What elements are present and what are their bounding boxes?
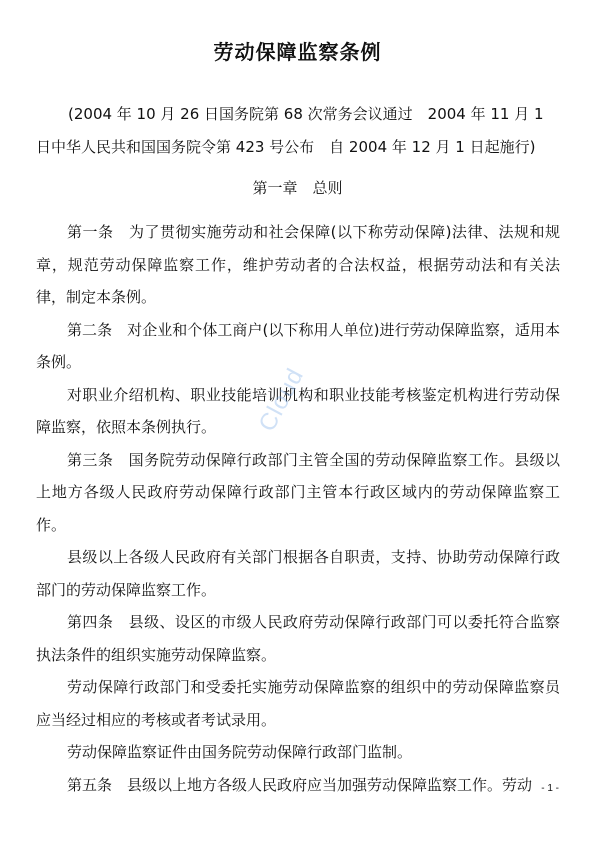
article-5: 第五条 县级以上地方各级人民政府应当加强劳动保障监察工作。劳动 (67, 775, 533, 794)
promulgation-note: (2004 年 10 月 26 日国务院第 68 次常务会议通过 2004 年 11 月 1 日中华人民共和国国务院令第 423 号公布 自 2004 年 12 月 1 日起施行) (36, 105, 544, 156)
chapter-heading: 第一章 总则 (252, 179, 343, 197)
article-3: 第三条 国务院劳动保障行政部门主管全国的劳动保障监察工作。县级以上地方各级人民政府劳动保障行政部门主管本行政区域内的劳动保障监察工作。 (36, 450, 560, 534)
article-2-paragraph-2: 对职业介绍机构、职业技能培训机构和职业技能考核鉴定机构进行劳动保障监察，依照本条例执行。 (36, 385, 560, 436)
article-1: 第一条 为了贯彻实施劳动和社会保障(以下称劳动保障)法律、法规和规章，规范劳动保障监察工作，维护劳动者的合法权益，根据劳动法和有关法律，制定本条例。 (36, 223, 560, 306)
page-number: - 1 - (541, 783, 559, 794)
document-title: 劳动保障监察条例 (213, 40, 382, 64)
cloud-watermark: Cloud (253, 363, 310, 436)
article-4-paragraph-3: 劳动保障监察证件由国务院劳动保障行政部门监制。 (67, 743, 413, 761)
article-4-paragraph-2: 劳动保障行政部门和受委托实施劳动保障监察的组织中的劳动保障监察员应当经过相应的考核或者考试录用。 (36, 678, 560, 729)
article-body (36, 216, 560, 801)
article-3-paragraph-2: 县级以上各级人民政府有关部门根据各自职责，支持、协助劳动保障行政部门的劳动保障监察工作。 (36, 548, 560, 599)
article-2: 第二条 对企业和个体工商户(以下称用人单位)进行劳动保障监察，适用本条例。 (36, 320, 560, 371)
article-4: 第四条 县级、设区的市级人民政府劳动保障行政部门可以委托符合监察执法条件的组织实施劳动保障监察。 (36, 613, 560, 664)
